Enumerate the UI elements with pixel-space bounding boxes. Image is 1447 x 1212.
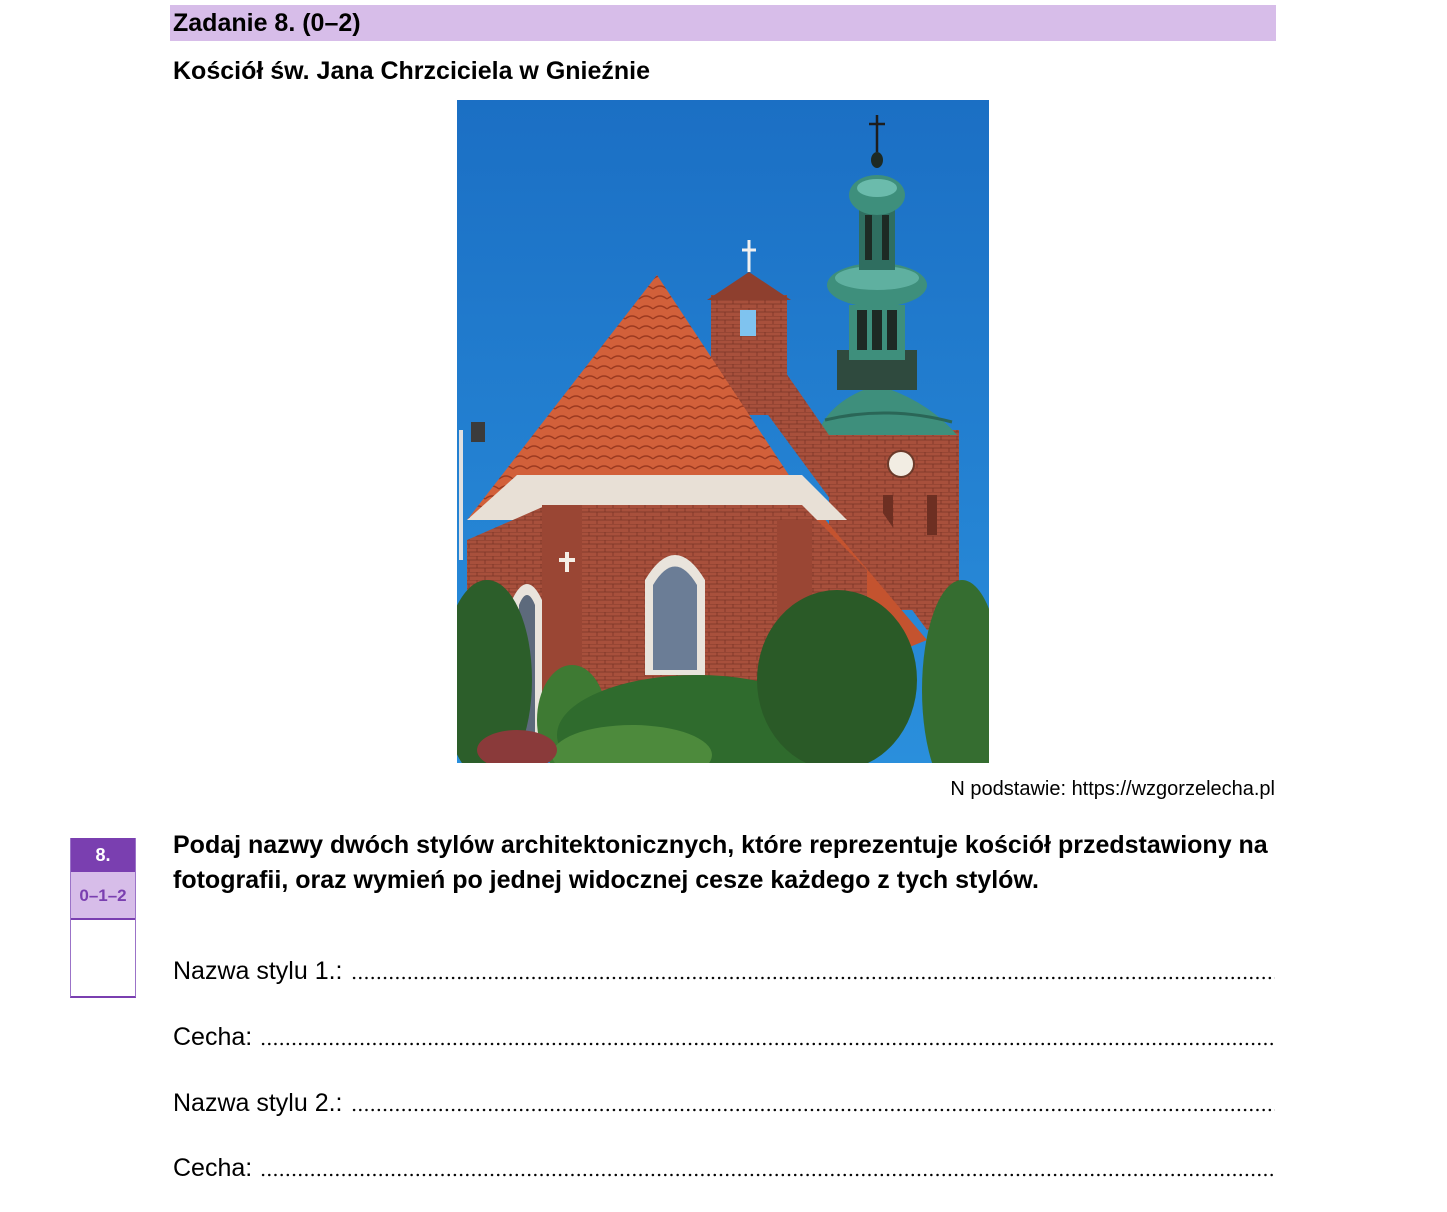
score-range: 0–1–2 [71, 872, 135, 920]
task-subtitle: Kościół św. Jana Chrzciciela w Gnieźnie [173, 57, 651, 85]
question-text: Podaj nazwy dwóch stylów architektonicznych, które reprezentuje kościół przedstawiony na fotografii, oraz wymień po jednej widocznej cesze każdego z tych stylów. [173, 831, 1268, 894]
task-header [170, 5, 1276, 41]
church-photo [457, 100, 989, 763]
answer-field[interactable] [351, 1107, 1275, 1113]
task-title: Zadanie 8. (0–2) [173, 9, 361, 37]
answer-field[interactable] [260, 1041, 1275, 1047]
answer-field[interactable] [351, 975, 1275, 981]
answer-feature-1[interactable] [173, 1020, 1275, 1052]
answer-feature-2[interactable] [173, 1151, 1275, 1183]
photo-source: N podstawie: https://wzgorzelecha.pl [950, 778, 1275, 800]
answer-label: Cecha: [173, 1154, 253, 1182]
answer-label: Nazwa stylu 2.: [173, 1089, 343, 1117]
answer-style-1[interactable] [173, 954, 1275, 986]
answer-label: Cecha: [173, 1023, 253, 1051]
answer-label: Nazwa stylu 1.: [173, 957, 343, 985]
answer-field[interactable] [260, 1172, 1275, 1178]
task-number: 8. [71, 838, 135, 872]
score-box [70, 838, 136, 998]
answer-style-2[interactable] [173, 1086, 1275, 1118]
